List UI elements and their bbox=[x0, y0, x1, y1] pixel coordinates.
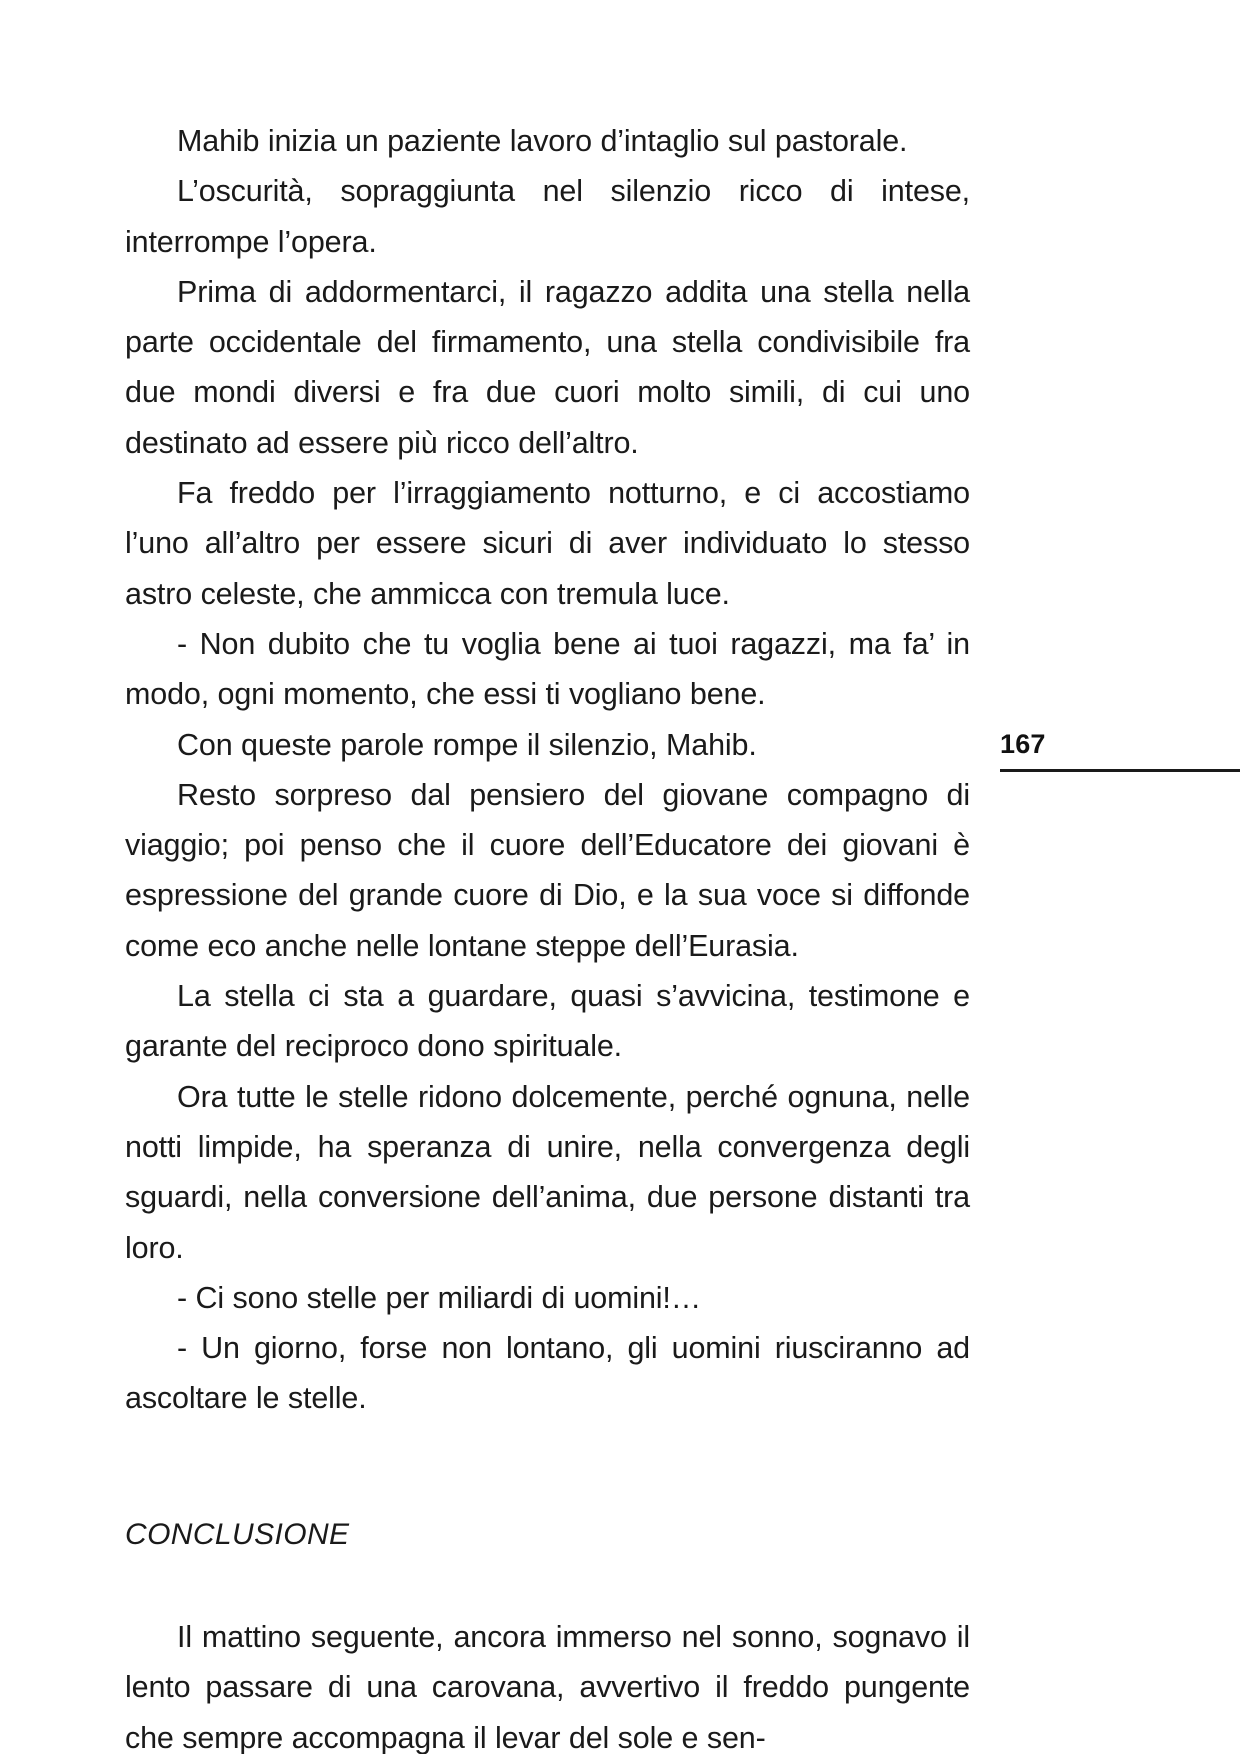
paragraph: Fa freddo per l’irraggiamento notturno, e ci accostiamo l’uno all’altro per essere sicuri di aver individuato lo stesso astro celeste, che ammicca con tremula luce. bbox=[125, 476, 970, 611]
paragraph: Prima di addormentarci, il ragazzo addita una stella nella parte occidentale del firmamento, una stella condivisibile fra due mondi diversi e fra due cuori molto simili, di cui uno destinato ad essere più ricco dell’altro. bbox=[125, 274, 970, 460]
paragraph: Con queste parole rompe il silenzio, Mahib. bbox=[177, 727, 757, 762]
paragraph: Ora tutte le stelle ridono dolcemente, perché ognuna, nelle notti limpide, ha speranza di unire, nella convergenza degli sguardi, nella conversione dell’anima, due persone distanti tra loro. bbox=[125, 1079, 970, 1265]
paragraph: Resto sorpreso dal pensiero del giovane compagno di viaggio; poi penso che il cuore dell’Educatore dei giovani è espressione del grande cuore di Dio, e la sua voce si diffonde come eco anche nelle lontane steppe dell’Eurasia. bbox=[125, 777, 970, 963]
body-text-column bbox=[125, 116, 970, 1754]
page-number-block bbox=[1000, 727, 1240, 761]
paragraph: - Un giorno, forse non lontano, gli uomini riusciranno ad ascoltare le stelle. bbox=[125, 1331, 970, 1416]
paragraph: Il mattino seguente, ancora immerso nel sonno, sognavo il lento passare di una carovana, avvertivo il freddo pungente che sempre accompagna il levar del sole e sen- bbox=[125, 1620, 970, 1754]
page-number-rule bbox=[1000, 769, 1240, 772]
paragraph: - Ci sono stelle per miliardi di uomini!… bbox=[177, 1280, 702, 1315]
heading-spacer-below bbox=[125, 1560, 970, 1612]
paragraph: - Non dubito che tu voglia bene ai tuoi ragazzi, ma fa’ in modo, ogni momento, che essi ti vogliano bene. bbox=[125, 626, 970, 712]
section-heading-conclusione: CONCLUSIONE bbox=[125, 1517, 350, 1551]
page-number: 167 bbox=[1000, 729, 1046, 759]
paragraph: La stella ci sta a guardare, quasi s’avvicina, testimone e garante del reciproco dono spirituale. bbox=[125, 979, 970, 1064]
paragraph: Mahib inizia un paziente lavoro d’intaglio sul pastorale. bbox=[177, 124, 908, 158]
paragraph: L’oscurità, sopraggiunta nel silenzio ricco di intese, interrompe l’opera. bbox=[125, 174, 970, 259]
heading-spacer-above bbox=[125, 1424, 970, 1510]
